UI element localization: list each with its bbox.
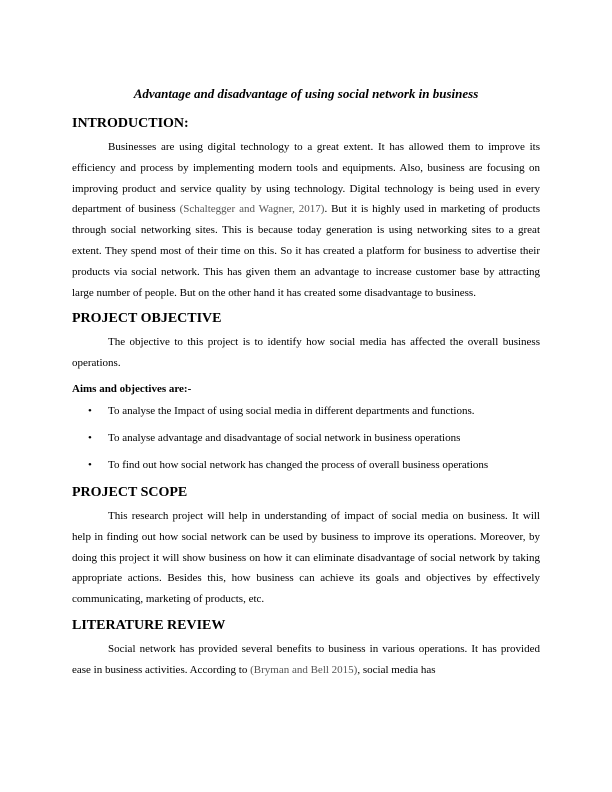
introduction-heading: INTRODUCTION:	[72, 116, 189, 131]
aim-text: To analyse the Impact of using social media in different departments and functions.	[108, 404, 475, 417]
bullet-icon: •	[88, 431, 92, 444]
objective-paragraph: The objective to this project is to identify how social media has affected the overall business operations.	[72, 336, 540, 370]
aims-list	[72, 403, 540, 473]
literature-text-a: Social network has provided several benefits to business in various operations. It has provided ease in business activities. According to	[72, 642, 540, 676]
list-item	[72, 403, 540, 419]
aim-text: To analyse advantage and disadvantage of social network in business operations	[108, 431, 461, 444]
scope-paragraph: This research project will help in understanding of impact of social media on business. It will help in finding out how social network can be used by business to improve its operations. Moreover, by doing this project it will show business on how it can eliminate disadvantage of social network by taking appropriate actions. Besides this, how business can achieve its goals and objectives by effectively communicating, marketing of products, etc.	[72, 509, 540, 606]
aim-text: To find out how social network has changed the process of overall business operations	[108, 458, 489, 471]
introduction-citation: (Schaltegger and Wagner, 2017)	[179, 203, 325, 216]
literature-heading: LITERATURE REVIEW	[72, 617, 226, 633]
list-item	[72, 430, 540, 446]
scope-heading: PROJECT SCOPE	[72, 484, 188, 500]
introduction-paragraph	[72, 137, 540, 303]
introduction-text-b: . But it is highly used in marketing of products through social networking sites. This is because today generation is using networking sites to a great extent. They spend most of their time on this. So it has created a platform for business to advertise their products via social network. This has given them an advantage to increase customer base by attracting large number of people. But on the other hand it has created some disadvantage to business.	[72, 203, 540, 299]
introduction-text-a: Businesses are using digital technology to a great extent. It has allowed them to improve its efficiency and process by implementing modern tools and equipments. Also, business are focusing on improving product and service quality by using technology. Digital technology is being used in every department of business	[72, 141, 540, 216]
bullet-icon: •	[88, 404, 92, 417]
literature-paragraph	[72, 639, 540, 681]
document-page	[72, 86, 540, 688]
document-title: Advantage and disadvantage of using social network in business	[133, 86, 479, 101]
objective-heading: PROJECT OBJECTIVE	[72, 311, 222, 327]
bullet-icon: •	[88, 458, 92, 471]
literature-citation: (Bryman and Bell 2015)	[250, 663, 358, 676]
list-item	[72, 457, 540, 473]
aims-heading: Aims and objectives are:-	[72, 382, 192, 395]
literature-text-b: , social media has	[357, 663, 436, 676]
